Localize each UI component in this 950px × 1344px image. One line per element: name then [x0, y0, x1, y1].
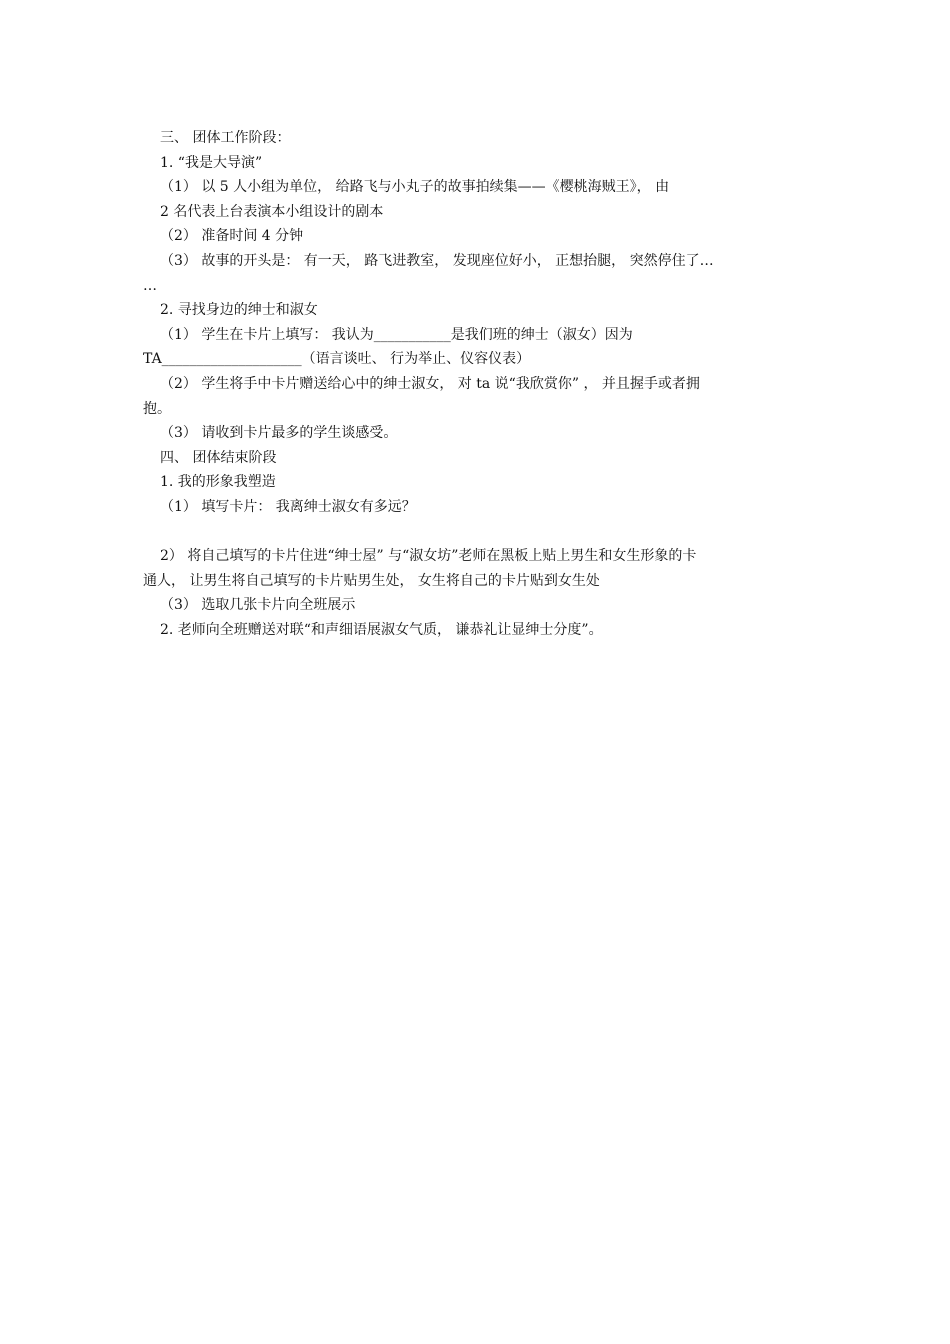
- item-gentleman-title: 2. 寻找身边的绅士和淑女: [160, 302, 318, 319]
- image-step-3: （3） 选取几张卡片向全班展示: [160, 597, 356, 614]
- image-step-1: （1） 填写卡片： 我离绅士淑女有多远？: [160, 498, 416, 515]
- gentleman-step-1: （1） 学生在卡片上填写： 我认为___________是我们班的绅士（淑女）因为: [160, 326, 633, 343]
- item-couplet: 2. 老师向全班赠送对联“和声细语展淑女气质， 谦恭礼让显绅士分度”。: [160, 621, 603, 638]
- gentleman-step-2: （2） 学生将手中卡片赠送给心中的绅士淑女， 对 ta 说“我欣赏你” ， 并且握手或者拥: [160, 375, 700, 392]
- director-step-1-cont: 2 名代表上台表演本小组设计的剧本: [160, 203, 384, 220]
- section-heading-closing: 四、 团体结束阶段: [160, 449, 277, 466]
- blank-line: [143, 520, 813, 545]
- item-director-title: 1. “我是大导演”: [160, 154, 263, 171]
- document-body: [143, 126, 813, 642]
- gentleman-step-1-cont: TA____________________（语言谈吐、 行为举止、仪容仪表）: [143, 351, 531, 368]
- section-heading-group-work: 三、 团体工作阶段：: [160, 130, 291, 146]
- director-step-2: （2） 准备时间 4 分钟: [160, 228, 304, 245]
- director-step-3: （3） 故事的开头是： 有一天， 路飞进教室， 发现座位好小， 正想抬腿， 突然停住了…: [160, 252, 714, 269]
- director-step-1: （1） 以 5 人小组为单位， 给路飞与小丸子的故事拍续集——《樱桃海贼王》， 由: [160, 179, 670, 196]
- director-step-3-cont: …: [143, 277, 157, 294]
- image-step-2: 2） 将自己填写的卡片住进“绅士屋” 与“淑女坊”老师在黑板上贴上男生和女生形象的卡: [160, 548, 697, 565]
- item-image-title: 1. 我的形象我塑造: [160, 474, 276, 491]
- gentleman-step-3: （3） 请收到卡片最多的学生谈感受。: [160, 425, 398, 442]
- gentleman-step-2-cont: 抱。: [143, 400, 171, 417]
- image-step-2-cont: 通人， 让男生将自己填写的卡片贴男生处， 女生将自己的卡片贴到女生处: [143, 572, 600, 589]
